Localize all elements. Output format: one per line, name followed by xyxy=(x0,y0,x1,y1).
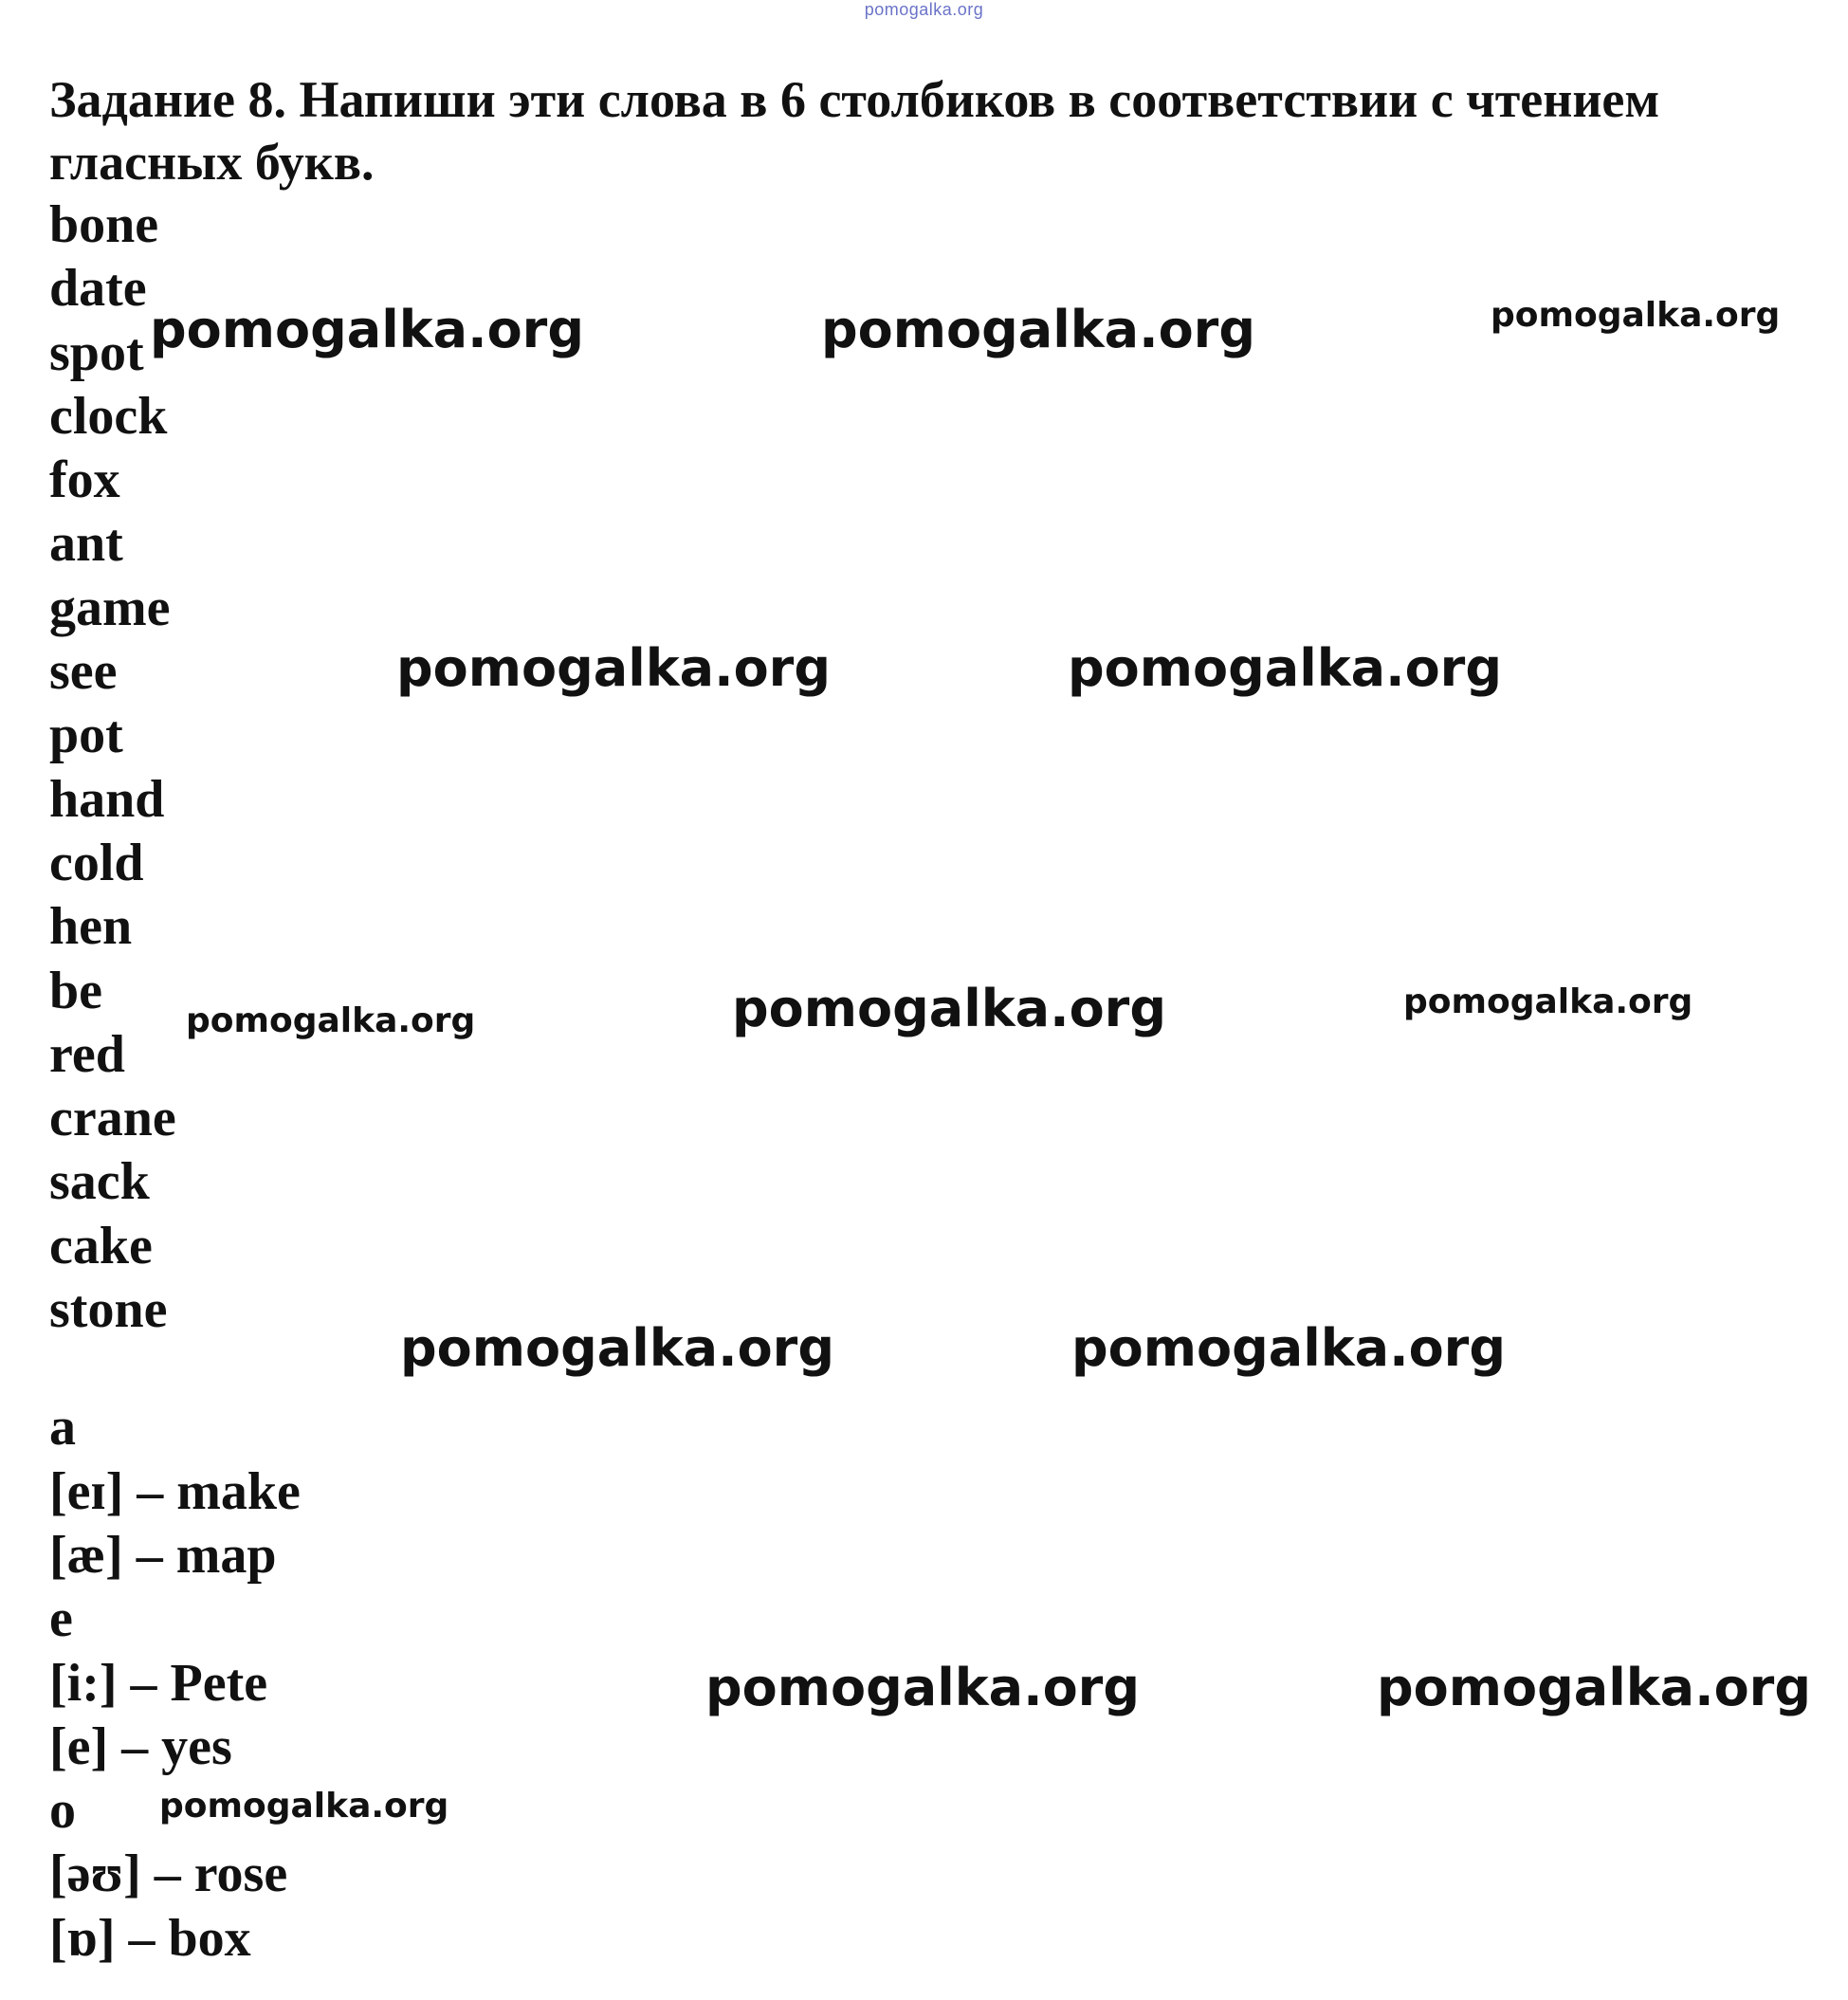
word-item: stone xyxy=(49,1280,168,1340)
word-item: pot xyxy=(49,706,123,765)
word-item: clock xyxy=(49,386,168,446)
word-item: spot xyxy=(49,322,144,382)
word-list xyxy=(49,193,1813,1342)
word-item: red xyxy=(49,1024,125,1084)
word-item: sack xyxy=(49,1152,150,1212)
reading-example: [e] – yes xyxy=(49,1716,232,1776)
word-item: date xyxy=(49,259,147,319)
vowel-letter: o xyxy=(49,1781,76,1841)
word-item: crane xyxy=(49,1089,176,1148)
word-item: ant xyxy=(49,514,123,574)
vowel-reading-list xyxy=(49,1396,1813,1971)
word-item: bone xyxy=(49,195,159,254)
watermark: pomogalka.org xyxy=(1491,296,1781,335)
word-item: game xyxy=(49,578,171,637)
spacer xyxy=(49,1342,1813,1396)
word-item: be xyxy=(49,961,102,1020)
word-item: see xyxy=(49,642,118,702)
watermark: pomogalka.org xyxy=(400,1318,834,1378)
word-item: hen xyxy=(49,897,133,957)
watermark: pomogalka.org xyxy=(1377,1658,1811,1717)
reading-example: [əʊ] – rose xyxy=(49,1844,288,1904)
word-item: cake xyxy=(49,1216,153,1275)
watermark: pomogalka.org xyxy=(732,979,1166,1038)
watermark: pomogalka.org xyxy=(186,1001,476,1040)
watermark: pomogalka.org xyxy=(1071,1318,1506,1378)
watermark: pomogalka.org xyxy=(821,300,1255,359)
watermark: pomogalka.org xyxy=(150,300,584,359)
watermark: pomogalka.org xyxy=(159,1787,449,1826)
vowel-letter: e xyxy=(49,1589,73,1649)
reading-example: [i:] – Pete xyxy=(49,1653,268,1713)
task-title: Задание 8. Напиши эти слова в 6 столбиков в соответствии с чтением гласных букв. xyxy=(49,71,1660,191)
site-mark: pomogalka.org xyxy=(864,0,984,19)
vowel-letter: a xyxy=(49,1398,76,1458)
word-item: fox xyxy=(49,450,120,510)
watermark: pomogalka.org xyxy=(396,638,831,698)
task-content xyxy=(49,68,1813,1971)
reading-example: [ɒ] – box xyxy=(49,1908,251,1968)
watermark: pomogalka.org xyxy=(1403,982,1693,1021)
watermark: pomogalka.org xyxy=(705,1658,1140,1717)
reading-example: [eɪ] – make xyxy=(49,1461,301,1521)
reading-example: [æ] – map xyxy=(49,1525,277,1585)
watermark: pomogalka.org xyxy=(1068,638,1502,698)
word-item: hand xyxy=(49,769,165,829)
word-item: cold xyxy=(49,833,144,892)
